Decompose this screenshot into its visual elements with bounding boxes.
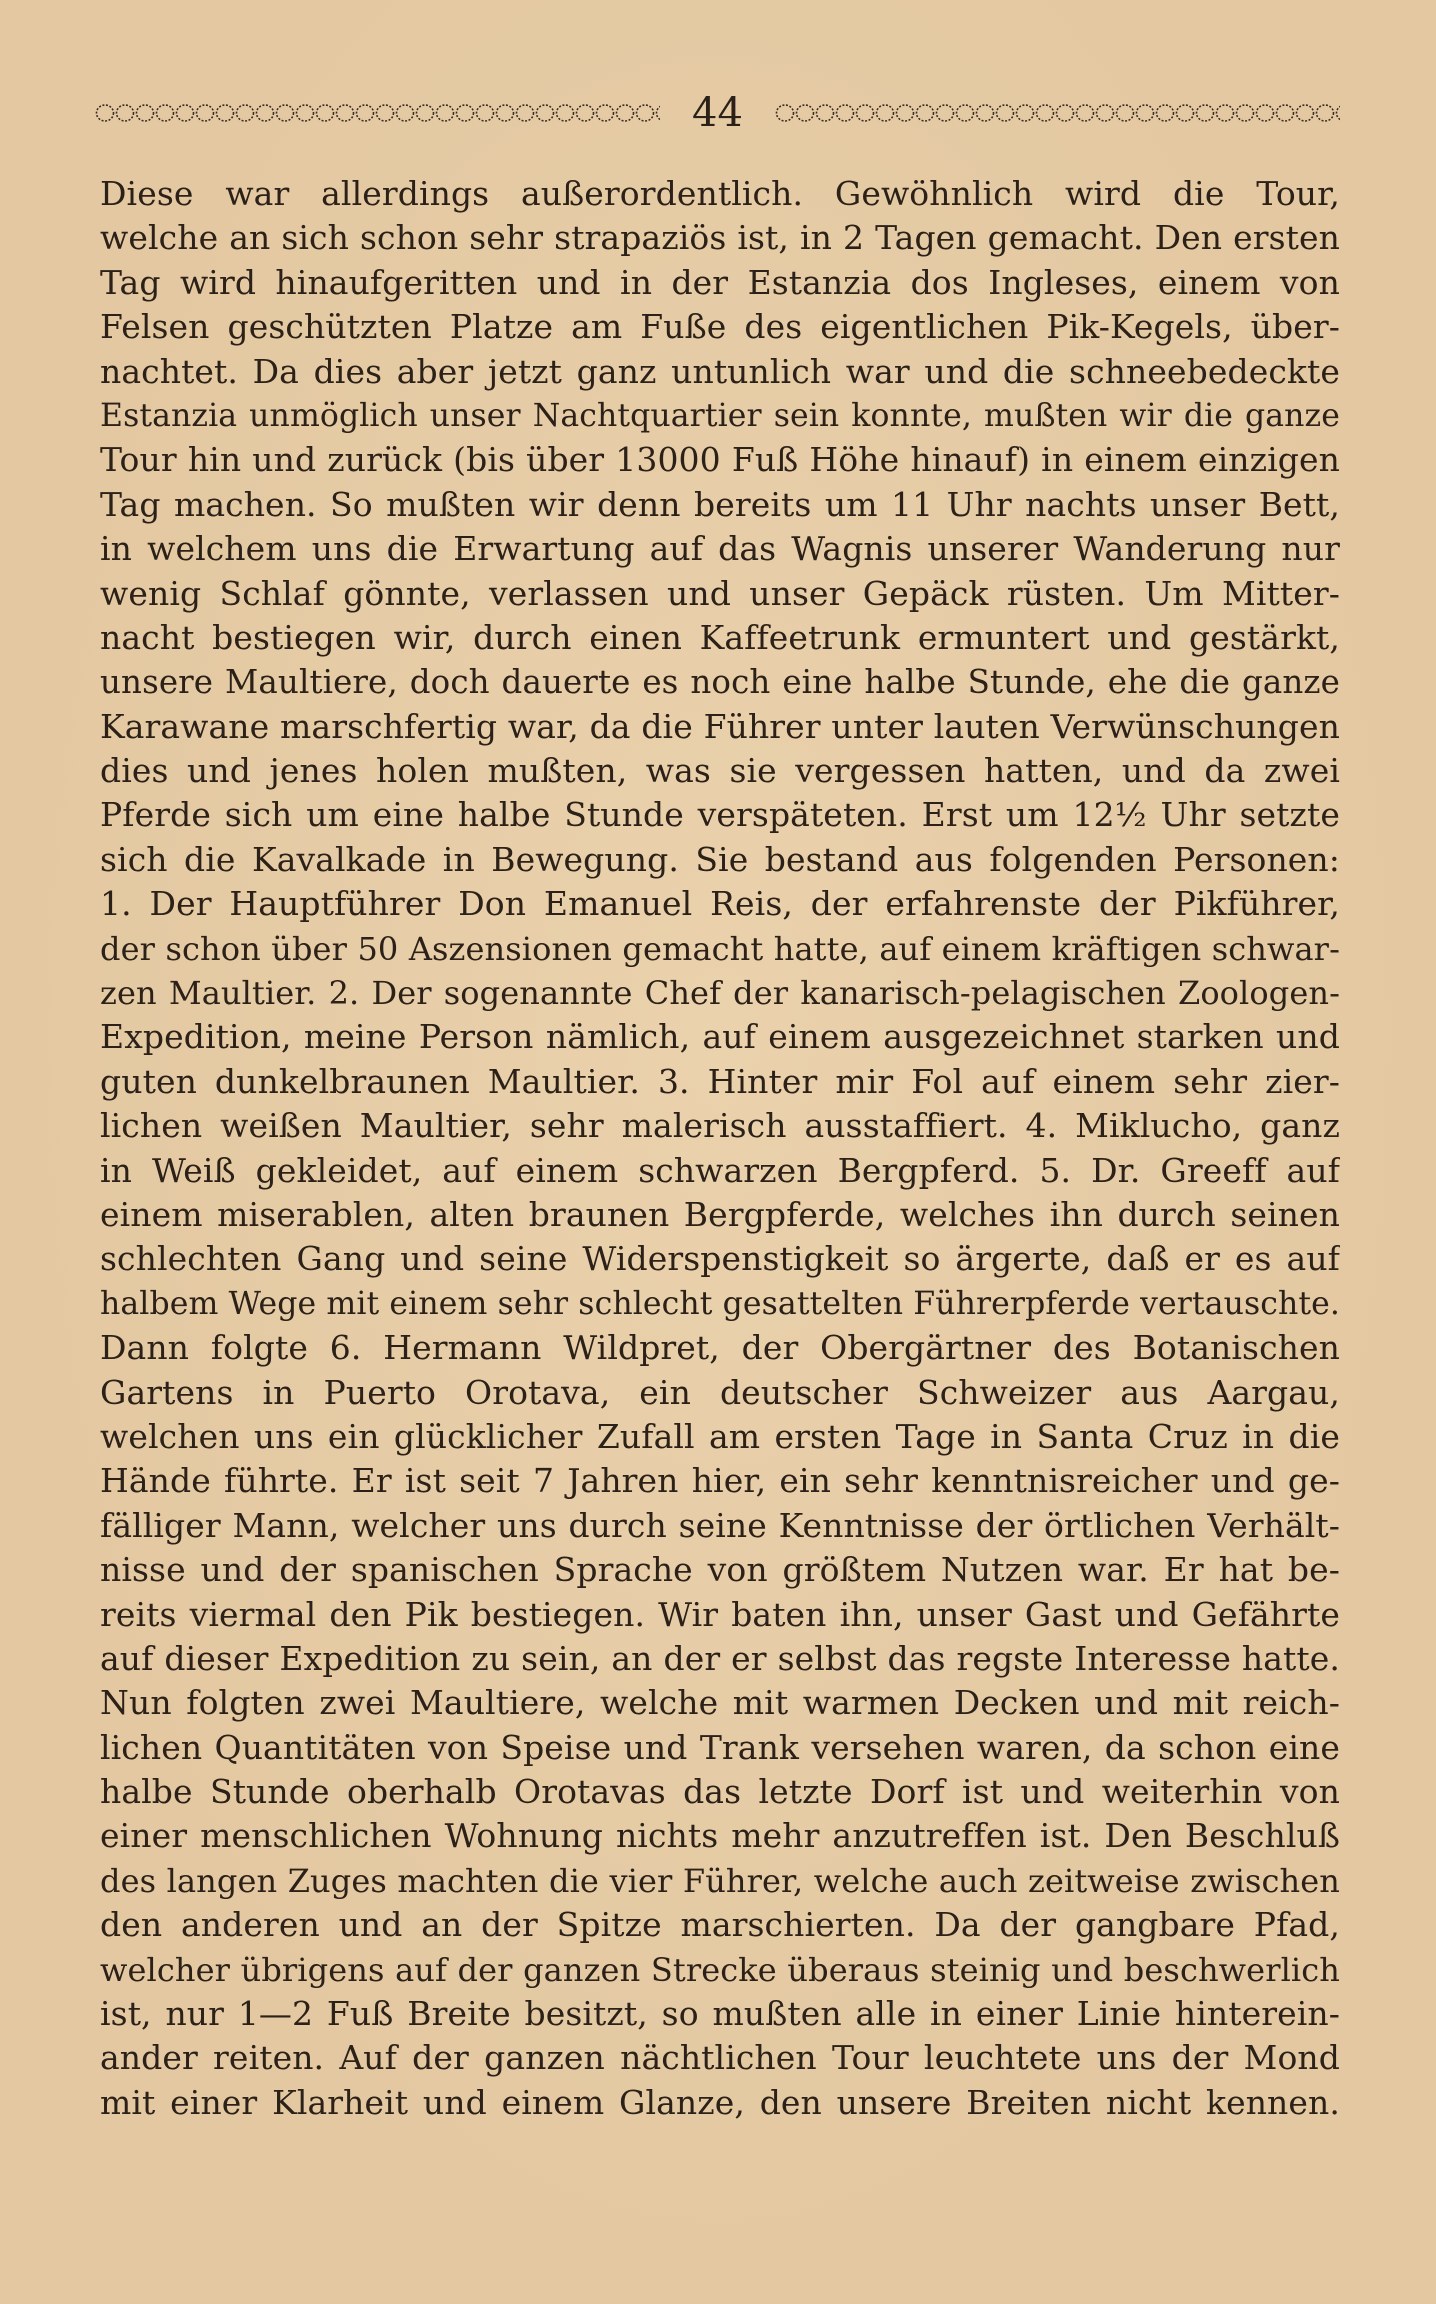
text-line: halbem Wege mit einem sehr schlecht gesattelten Führerpferde vertauschte. <box>100 1285 1340 1322</box>
text-line: den anderen und an der Spitze marschierten. Da der gangbare Pfad, <box>100 1905 1340 1945</box>
text-line: Tag wird hinaufgeritten und in der Estanzia dos Ingleses, einem von <box>100 262 1340 302</box>
text-line: Expedition, meine Person nämlich, auf einem ausgezeichnet starken und <box>100 1017 1340 1057</box>
text-line: dies und jenes holen mußten, was sie vergessen hatten, und da zwei <box>100 751 1340 791</box>
text-line: nisse und der spanischen Sprache von größtem Nutzen war. Er hat be- <box>100 1550 1340 1590</box>
text-line: der schon über 50 Aszensionen gemacht hatte, auf einem kräftigen schwar- <box>100 929 1340 968</box>
text-line: mit einer Klarheit und einem Glanze, den unsere Breiten nicht kennen. <box>100 2082 1340 2122</box>
text-line: halbe Stunde oberhalb Orotavas das letzte Dorf ist und weiterhin von <box>100 1772 1340 1812</box>
text-line: in welchem uns die Erwartung auf das Wagnis unserer Wanderung nur <box>100 529 1340 569</box>
text-line: auf dieser Expedition zu sein, an der er selbst das regste Interesse hatte. <box>100 1638 1340 1678</box>
text-line: Gartens in Puerto Orotava, ein deutscher Schweizer aus Aargau, <box>100 1372 1340 1412</box>
text-line: guten dunkelbraunen Maultier. 3. Hinter mir Fol auf einem sehr zier- <box>100 1061 1340 1101</box>
page-header <box>95 88 1340 138</box>
text-line: Hände führte. Er ist seit 7 Jahren hier, ein sehr kenntnisreicher und ge- <box>100 1461 1340 1501</box>
text-line: einem miserablen, alten braunen Bergpferde, welches ihn durch seinen <box>100 1194 1340 1234</box>
text-line: Estanzia unmöglich unser Nachtquartier sein konnte, mußten wir die ganze <box>100 397 1340 434</box>
text-line: ander reiten. Auf der ganzen nächtlichen Tour leuchtete uns der Mond <box>100 2038 1340 2078</box>
text-line: sich die Kavalkade in Bewegung. Sie bestand aus folgenden Personen: <box>100 839 1340 879</box>
text-line: Diese war allerdings außerordentlich. Gewöhnlich wird die Tour, <box>100 174 1340 213</box>
text-line: Tag machen. So mußten wir denn bereits um 11 Uhr nachts unser Bett, <box>100 484 1340 524</box>
text-line: Pferde sich um eine halbe Stunde verspäteten. Erst um 12½ Uhr setzte <box>100 795 1340 835</box>
text-line: zen Maultier. 2. Der sogenannte Chef der kanarisch-pelagischen Zoologen- <box>100 974 1340 1013</box>
page-number: 44 <box>692 90 743 136</box>
text-line: welche an sich schon sehr strapaziös ist, in 2 Tagen gemacht. Den ersten <box>100 218 1340 258</box>
text-line: lichen weißen Maultier, sehr malerisch ausstaffiert. 4. Miklucho, ganz <box>100 1106 1340 1146</box>
text-line: in Weiß gekleidet, auf einem schwarzen Bergpferd. 5. Dr. Greeff auf <box>100 1150 1340 1190</box>
text-line: unsere Maultiere, doch dauerte es noch eine halbe Stunde, ehe die ganze <box>100 663 1340 702</box>
text-line: wenig Schlaf gönnte, verlassen und unser Gepäck rüsten. Um Mitter- <box>100 573 1340 613</box>
text-line: reits viermal den Pik bestiegen. Wir baten ihn, unser Gast und Gefährte <box>100 1594 1340 1634</box>
text-line: Karawane marschfertig war, da die Führer unter lauten Verwünschungen <box>100 706 1340 746</box>
text-line: Dann folgte 6. Hermann Wildpret, der Obergärtner des Botanischen <box>100 1328 1340 1368</box>
text-line: Nun folgten zwei Maultiere, welche mit warmen Decken und mit reich- <box>100 1683 1340 1723</box>
text-line: Tour hin und zurück (bis über 13000 Fuß Höhe hinauf) in einem einzigen <box>100 440 1340 480</box>
body-text <box>100 172 1340 2125</box>
header-ornament-left <box>95 100 660 126</box>
text-line: schlechten Gang und seine Widerspenstigkeit so ärgerte, daß er es auf <box>100 1239 1340 1279</box>
text-line: Felsen geschützten Platze am Fuße des eigentlichen Pik-Kegels, über- <box>100 307 1340 347</box>
text-line: lichen Quantitäten von Speise und Trank versehen waren, da schon eine <box>100 1727 1340 1767</box>
header-ornament-right <box>775 100 1340 126</box>
text-line: des langen Zuges machten die vier Führer, welche auch zeitweise zwischen <box>100 1861 1340 1900</box>
text-line: welchen uns ein glücklicher Zufall am ersten Tage in Santa Cruz in die <box>100 1416 1340 1456</box>
text-line: ist, nur 1—2 Fuß Breite besitzt, so mußten alle in einer Linie hinterein- <box>100 1994 1340 2034</box>
text-line: nacht bestiegen wir, durch einen Kaffeetrunk ermuntert und gestärkt, <box>100 617 1340 657</box>
text-line: fälliger Mann, welcher uns durch seine Kenntnisse der örtlichen Verhält- <box>100 1505 1340 1545</box>
text-line: nachtet. Da dies aber jetzt ganz untunlich war und die schneebedeckte <box>100 351 1340 391</box>
text-line: welcher übrigens auf der ganzen Strecke überaus steinig und beschwerlich <box>100 1950 1340 1989</box>
text-line: 1. Der Hauptführer Don Emanuel Reis, der erfahrenste der Pikführer, <box>100 884 1340 924</box>
text-line: einer menschlichen Wohnung nichts mehr anzutreffen ist. Den Beschluß <box>100 1816 1340 1856</box>
